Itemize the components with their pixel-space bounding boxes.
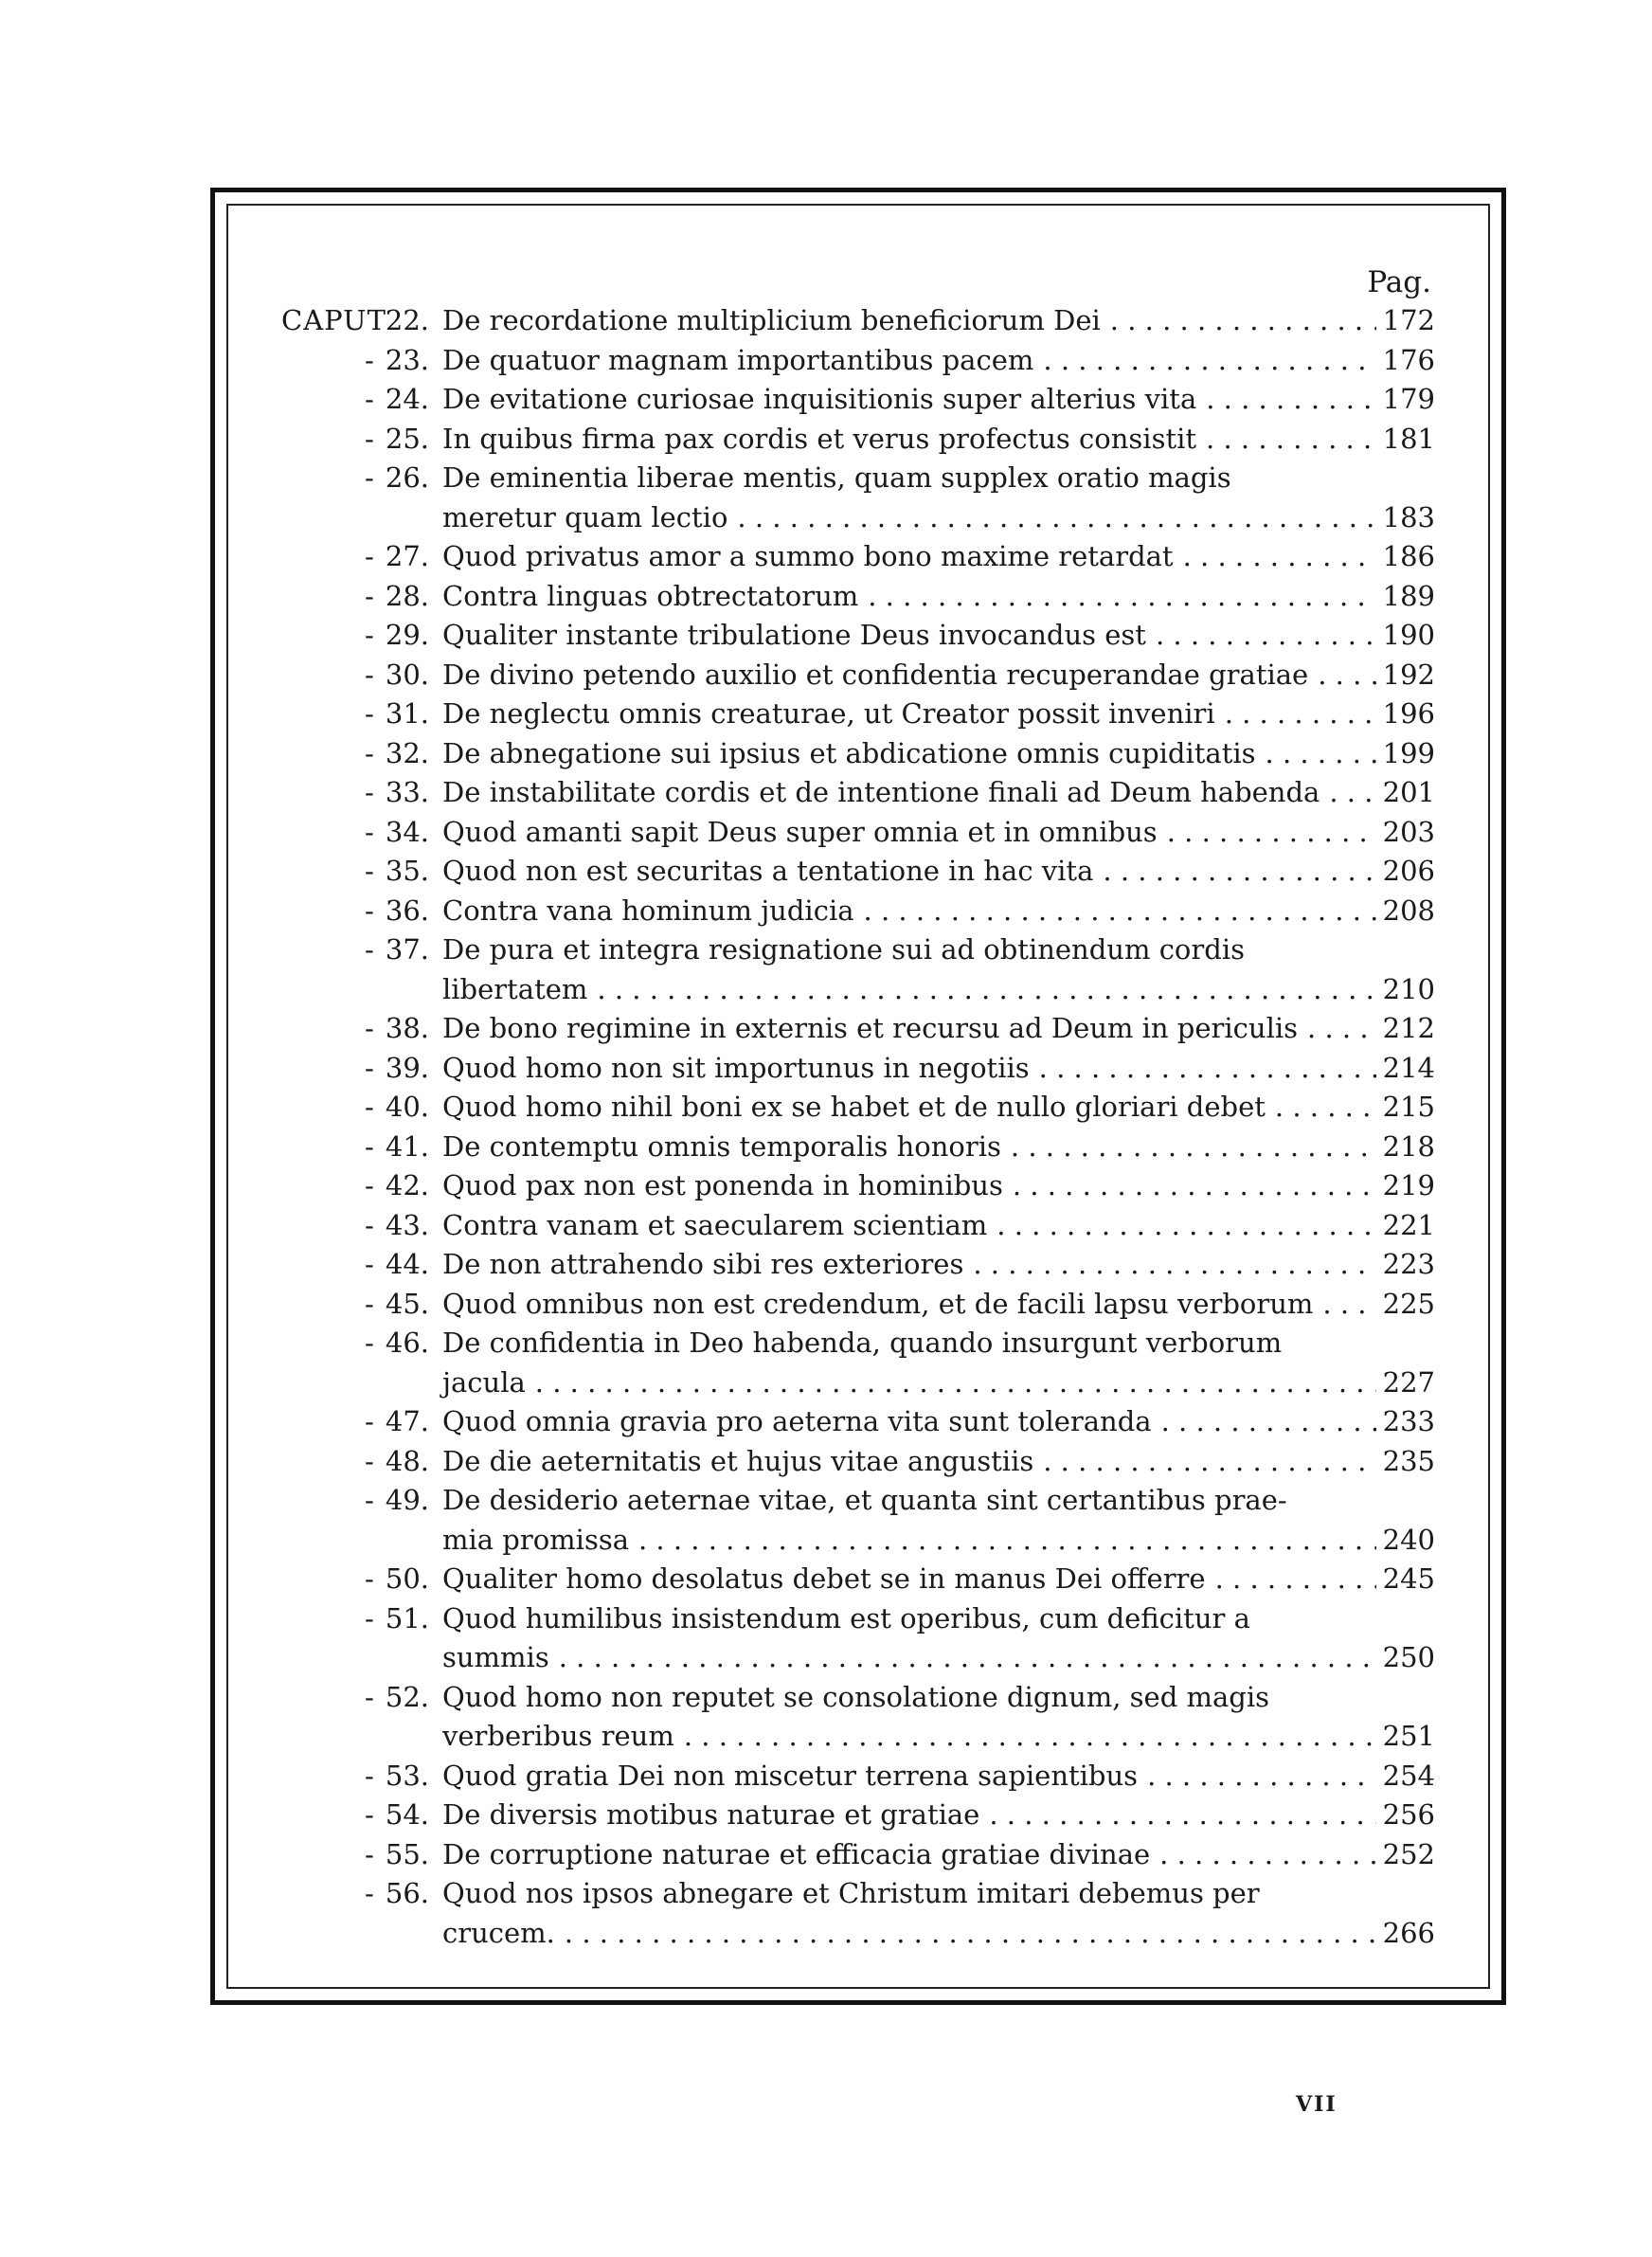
ditto-dash: - — [365, 1051, 374, 1084]
ditto-dash: - — [365, 383, 374, 415]
toc-entry — [281, 1206, 1435, 1246]
chapter-title — [442, 1678, 1376, 1757]
toc-entry — [281, 537, 1435, 577]
dot-leader — [1150, 1835, 1376, 1875]
dot-leader — [1101, 301, 1376, 341]
ditto-dash: - — [365, 1405, 374, 1437]
page-number: 250 — [1382, 1641, 1435, 1673]
toc-entry — [281, 1009, 1435, 1049]
dot-leader — [1308, 656, 1376, 695]
toc-entry — [281, 380, 1435, 420]
chapter-title-line: Qualiter instante tribulatione Deus invocandus est — [442, 619, 1146, 651]
chapter-title — [442, 1874, 1376, 1953]
chapter-title — [442, 537, 1376, 577]
toc-entry — [281, 420, 1435, 460]
dot-leader — [963, 1245, 1376, 1285]
chapter-title — [442, 1402, 1376, 1442]
chapter-number: 53. — [385, 1759, 429, 1792]
page-number: 251 — [1382, 1720, 1435, 1752]
ditto-dash: - — [365, 933, 374, 966]
page-number: 235 — [1382, 1444, 1435, 1477]
chapter-title-line: Contra vanam et saecularem scientiam — [442, 1208, 988, 1241]
chapter-title-line: De contemptu omnis temporalis honoris — [442, 1129, 1001, 1163]
ditto-dash: - — [365, 1680, 374, 1713]
ditto-dash: - — [365, 1759, 374, 1792]
dot-leader — [1320, 773, 1376, 813]
chapter-title-line: Contra vana hominum judicia — [442, 894, 854, 927]
dot-leader — [1266, 1088, 1376, 1128]
chapter-title — [442, 695, 1376, 734]
chapter-number: 34. — [385, 815, 429, 848]
chapter-number: 45. — [385, 1287, 429, 1320]
ditto-dash: - — [365, 1208, 374, 1241]
chapter-title-line: De confidentia in Deo habenda, quando insurgunt verborum — [442, 1327, 1283, 1359]
chapter-number: 22. — [385, 304, 429, 336]
folio-number: VII — [1296, 2092, 1338, 2117]
toc-entry — [281, 1678, 1435, 1757]
dot-leader — [587, 970, 1376, 1010]
dot-leader — [674, 1717, 1376, 1757]
chapter-title-line: Quod omnia gravia pro aeterna vita sunt toleranda — [442, 1405, 1152, 1437]
dot-leader — [1030, 1049, 1376, 1089]
chapter-number: 50. — [385, 1562, 429, 1595]
dot-leader — [727, 498, 1376, 538]
page-number: 223 — [1382, 1248, 1435, 1280]
chapter-title — [442, 1166, 1376, 1206]
ditto-dash: - — [365, 894, 374, 927]
ditto-dash: - — [365, 1129, 374, 1163]
ditto-dash: - — [365, 815, 374, 848]
chapter-number: 25. — [385, 422, 429, 455]
chapter-title-line: Qualiter homo desolatus debet se in manus Dei offerre — [442, 1562, 1206, 1595]
chapter-title-line: Contra linguas obtrectatorum — [442, 579, 859, 612]
toc-entry — [281, 1166, 1435, 1206]
chapter-title — [442, 852, 1376, 892]
dot-leader — [1158, 813, 1376, 853]
chapter-title — [442, 734, 1376, 774]
ditto-dash: - — [365, 1012, 374, 1044]
page-number: 176 — [1382, 343, 1435, 376]
toc-entry — [281, 734, 1435, 774]
toc-entry — [281, 1285, 1435, 1325]
dot-leader — [549, 1638, 1376, 1678]
chapter-number: 37. — [385, 933, 429, 966]
chapter-number: 36. — [385, 894, 429, 927]
ditto-dash: - — [365, 1601, 374, 1634]
chapter-title — [442, 420, 1376, 460]
dot-leader — [854, 892, 1376, 931]
caput-label: CAPUT — [281, 304, 386, 336]
page-number: 208 — [1382, 894, 1435, 927]
chapter-title-line: Quod privatus amor a summo bono maxime retardat — [442, 540, 1174, 572]
chapter-title-line: Quod non est securitas a tentatione in hac vita — [442, 855, 1094, 887]
chapter-title-line: Quod pax non est ponenda in hominibus — [442, 1169, 1003, 1201]
dot-leader — [1174, 537, 1376, 577]
page-number: 233 — [1382, 1405, 1435, 1437]
chapter-number: 41. — [385, 1129, 429, 1163]
ditto-dash: - — [365, 461, 374, 494]
chapter-title-line: De diversis motibus naturae et gratiae — [442, 1798, 980, 1831]
page-number: 212 — [1382, 1012, 1435, 1044]
page-number: 201 — [1382, 776, 1435, 808]
chapter-title-line: De corruptione naturae et efficacia gratiae divinae — [442, 1837, 1151, 1870]
toc-entry — [281, 1128, 1435, 1167]
dot-leader — [629, 1521, 1376, 1561]
chapter-title — [442, 577, 1376, 617]
dot-leader — [1298, 1009, 1376, 1049]
page-number: 172 — [1382, 304, 1435, 336]
chapter-title — [442, 1206, 1376, 1246]
toc-entry — [281, 1796, 1435, 1835]
chapter-title-line: De instabilitate cordis et de intentione finali ad Deum habenda — [442, 776, 1320, 808]
chapter-title-line: crucem. — [442, 1916, 555, 1949]
chapter-title — [442, 1049, 1376, 1089]
chapter-title-line: Quod homo non reputet se consolatione dignum, sed magis — [442, 1680, 1270, 1713]
ditto-dash: - — [365, 736, 374, 769]
toc-entry — [281, 301, 1435, 341]
chapter-title-line: Quod homo non sit importunus in negotiis — [442, 1051, 1030, 1084]
chapter-title-line: De pura et integra resignatione sui ad obtinendum cordis — [442, 933, 1245, 966]
dot-leader — [1003, 1166, 1376, 1206]
chapter-number: 56. — [385, 1877, 429, 1909]
chapter-title — [442, 813, 1376, 853]
ditto-dash: - — [365, 1562, 374, 1595]
toc-entry — [281, 341, 1435, 381]
dot-leader — [555, 1914, 1376, 1954]
chapter-title — [442, 1442, 1376, 1482]
chapter-title — [442, 1835, 1376, 1875]
chapter-title-line: De neglectu omnis creaturae, ut Creator possit inveniri — [442, 697, 1215, 730]
ditto-dash: - — [365, 776, 374, 808]
chapter-number: 47. — [385, 1405, 429, 1437]
toc-entry — [281, 656, 1435, 695]
toc-entry — [281, 1560, 1435, 1599]
chapter-title-line: jacula — [442, 1365, 526, 1399]
page-number: 196 — [1382, 697, 1435, 730]
ditto-dash: - — [365, 579, 374, 612]
dot-leader — [1215, 695, 1376, 734]
page-number: 256 — [1382, 1798, 1435, 1831]
page-number: 254 — [1382, 1759, 1435, 1792]
chapter-title — [442, 459, 1376, 537]
chapter-title-line: De bono regimine in externis et recursu ad Deum in periculis — [442, 1012, 1299, 1044]
toc-entry — [281, 459, 1435, 537]
chapter-title — [442, 930, 1376, 1009]
page-column-header: Pag. — [1367, 265, 1431, 299]
page-number: 199 — [1382, 736, 1435, 769]
chapter-title — [442, 616, 1376, 656]
chapter-number: 40. — [385, 1091, 429, 1123]
page-number: 183 — [1382, 500, 1435, 533]
toc-entry — [281, 1402, 1435, 1442]
chapter-title-line: De desiderio aeternae vitae, et quanta sint certantibus prae- — [442, 1484, 1287, 1516]
chapter-title — [442, 301, 1376, 341]
chapter-number: 49. — [385, 1484, 429, 1516]
ditto-dash: - — [365, 540, 374, 572]
toc-entry — [281, 1481, 1435, 1560]
chapter-title-line: libertatem — [442, 972, 588, 1005]
dot-leader — [1033, 341, 1376, 381]
ditto-dash: - — [365, 1091, 374, 1123]
dot-leader — [1152, 1402, 1376, 1442]
dot-leader — [1001, 1128, 1376, 1167]
toc-entry — [281, 577, 1435, 617]
chapter-number: 24. — [385, 383, 429, 415]
chapter-number: 29. — [385, 619, 429, 651]
chapter-title — [442, 773, 1376, 813]
toc-entry — [281, 773, 1435, 813]
chapter-title-line: De eminentia liberae mentis, quam supplex oratio magis — [442, 461, 1231, 494]
toc-entry — [281, 1599, 1435, 1678]
page-number: 252 — [1382, 1837, 1435, 1870]
page-number: 189 — [1382, 579, 1435, 612]
chapter-number: 26. — [385, 461, 429, 494]
chapter-title-line: De recordatione multiplicium beneficiorum Dei — [442, 304, 1101, 336]
page-number: 245 — [1382, 1562, 1435, 1595]
chapter-title — [442, 1599, 1376, 1678]
chapter-number: 30. — [385, 658, 429, 691]
ditto-dash: - — [365, 422, 374, 455]
ditto-dash: - — [365, 697, 374, 730]
page-number: 192 — [1382, 658, 1435, 691]
chapter-title-line: Quod nos ipsos abnegare et Christum imitari debemus per — [442, 1877, 1260, 1909]
page-frame — [210, 188, 1506, 2005]
chapter-title-line: Quod omnibus non est credendum, et de facili lapsu verborum — [442, 1287, 1314, 1320]
chapter-title-line: In quibus firma pax cordis et verus profectus consistit — [442, 422, 1197, 455]
chapter-number: 31. — [385, 697, 429, 730]
page-number: 240 — [1382, 1523, 1435, 1556]
chapter-title — [442, 1009, 1376, 1049]
chapter-title-line: meretur quam lectio — [442, 500, 728, 533]
page-number: 227 — [1382, 1365, 1435, 1399]
dot-leader — [1256, 734, 1376, 774]
page-number: 181 — [1382, 422, 1435, 455]
chapter-title — [442, 1088, 1376, 1128]
dot-leader — [1313, 1285, 1376, 1325]
ditto-dash: - — [365, 1484, 374, 1516]
chapter-title — [442, 1757, 1376, 1797]
dot-leader — [1093, 852, 1376, 892]
chapter-title — [442, 1285, 1376, 1325]
chapter-number: 33. — [385, 776, 429, 808]
dot-leader — [1206, 1560, 1376, 1599]
page-number: 203 — [1382, 815, 1435, 848]
toc-entry — [281, 616, 1435, 656]
page-number: 266 — [1382, 1916, 1435, 1949]
chapter-number: 32. — [385, 736, 429, 769]
chapter-title — [442, 656, 1376, 695]
page-number: 218 — [1382, 1129, 1435, 1163]
page-number: 214 — [1382, 1051, 1435, 1084]
chapter-title-line: De abnegatione sui ipsius et abdicatione omnis cupiditatis — [442, 736, 1256, 769]
dot-leader — [1196, 420, 1376, 460]
chapter-number: 42. — [385, 1169, 429, 1201]
ditto-dash: - — [365, 343, 374, 376]
page-number: 215 — [1382, 1091, 1435, 1123]
toc-entry — [281, 1442, 1435, 1482]
toc-entry — [281, 930, 1435, 1009]
toc-entry — [281, 1324, 1435, 1402]
ditto-dash: - — [365, 1327, 374, 1359]
chapter-number: 44. — [385, 1248, 429, 1280]
chapter-number: 35. — [385, 855, 429, 887]
page-number: 186 — [1382, 540, 1435, 572]
ditto-dash: - — [365, 1837, 374, 1870]
chapter-title-line: Quod humilibus insistendum est operibus, cum deficitur a — [442, 1601, 1250, 1634]
ditto-dash: - — [365, 1248, 374, 1280]
chapter-title-line: Quod amanti sapit Deus super omnia et in omnibus — [442, 815, 1158, 848]
toc-entry — [281, 695, 1435, 734]
chapter-title — [442, 1245, 1376, 1285]
chapter-title-line: verberibus reum — [442, 1720, 674, 1752]
chapter-number: 23. — [385, 343, 429, 376]
toc-entry — [281, 1088, 1435, 1128]
page-number: 179 — [1382, 383, 1435, 415]
ditto-dash: - — [365, 1444, 374, 1477]
ditto-dash: - — [365, 658, 374, 691]
dot-leader — [858, 577, 1376, 617]
chapter-title — [442, 1796, 1376, 1835]
chapter-number: 54. — [385, 1798, 429, 1831]
chapter-title — [442, 341, 1376, 381]
toc-entry — [281, 1757, 1435, 1797]
chapter-title-line: mia promissa — [442, 1523, 629, 1556]
page-number: 210 — [1382, 972, 1435, 1005]
chapter-title-line: Quod homo nihil boni ex se habet et de nullo gloriari debet — [442, 1091, 1266, 1123]
dot-leader — [1196, 380, 1376, 420]
ditto-dash: - — [365, 855, 374, 887]
page-number: 219 — [1382, 1169, 1435, 1201]
chapter-number: 46. — [385, 1327, 429, 1359]
chapter-title-line: De divino petendo auxilio et confidentia recuperandae gratiae — [442, 658, 1309, 691]
ditto-dash: - — [365, 1877, 374, 1909]
toc-entry — [281, 813, 1435, 853]
chapter-number: 38. — [385, 1012, 429, 1044]
ditto-dash: - — [365, 1169, 374, 1201]
toc-entry — [281, 852, 1435, 892]
toc-entry — [281, 1049, 1435, 1089]
dot-leader — [1033, 1442, 1376, 1482]
chapter-title — [442, 1324, 1376, 1402]
chapter-number: 48. — [385, 1444, 429, 1477]
dot-leader — [987, 1206, 1376, 1246]
chapter-title-line: De die aeternitatis et hujus vitae angustiis — [442, 1444, 1034, 1477]
toc-entries — [281, 301, 1435, 1953]
page-number: 190 — [1382, 619, 1435, 651]
chapter-number: 27. — [385, 540, 429, 572]
chapter-number: 55. — [385, 1837, 429, 1870]
dot-leader — [1146, 616, 1376, 656]
dot-leader — [1138, 1757, 1376, 1797]
chapter-title-line: De quatuor magnam importantibus pacem — [442, 343, 1034, 376]
toc-entry — [281, 1874, 1435, 1953]
table-of-contents — [281, 263, 1435, 1953]
chapter-number: 28. — [385, 579, 429, 612]
chapter-title — [442, 1481, 1376, 1560]
chapter-title-line: Quod gratia Dei non miscetur terrena sapientibus — [442, 1759, 1139, 1792]
chapter-title — [442, 892, 1376, 931]
page-number: 206 — [1382, 855, 1435, 887]
chapter-title-line: De evitatione curiosae inquisitionis super alterius vita — [442, 383, 1197, 415]
toc-entry — [281, 892, 1435, 931]
chapter-number: 51. — [385, 1601, 429, 1634]
chapter-title — [442, 1128, 1376, 1167]
dot-leader — [526, 1363, 1376, 1403]
ditto-dash: - — [365, 1798, 374, 1831]
chapter-number: 43. — [385, 1208, 429, 1241]
page-number: 221 — [1382, 1208, 1435, 1241]
chapter-number: 39. — [385, 1051, 429, 1084]
dot-leader — [979, 1796, 1376, 1835]
chapter-title-line: De non attrahendo sibi res exteriores — [442, 1248, 964, 1280]
chapter-title-line: summis — [442, 1641, 549, 1673]
chapter-title — [442, 1560, 1376, 1599]
chapter-number: 52. — [385, 1680, 429, 1713]
toc-entry — [281, 1835, 1435, 1875]
toc-entry — [281, 1245, 1435, 1285]
ditto-dash: - — [365, 1287, 374, 1320]
page-number: 225 — [1382, 1287, 1435, 1320]
ditto-dash: - — [365, 619, 374, 651]
chapter-title — [442, 380, 1376, 420]
